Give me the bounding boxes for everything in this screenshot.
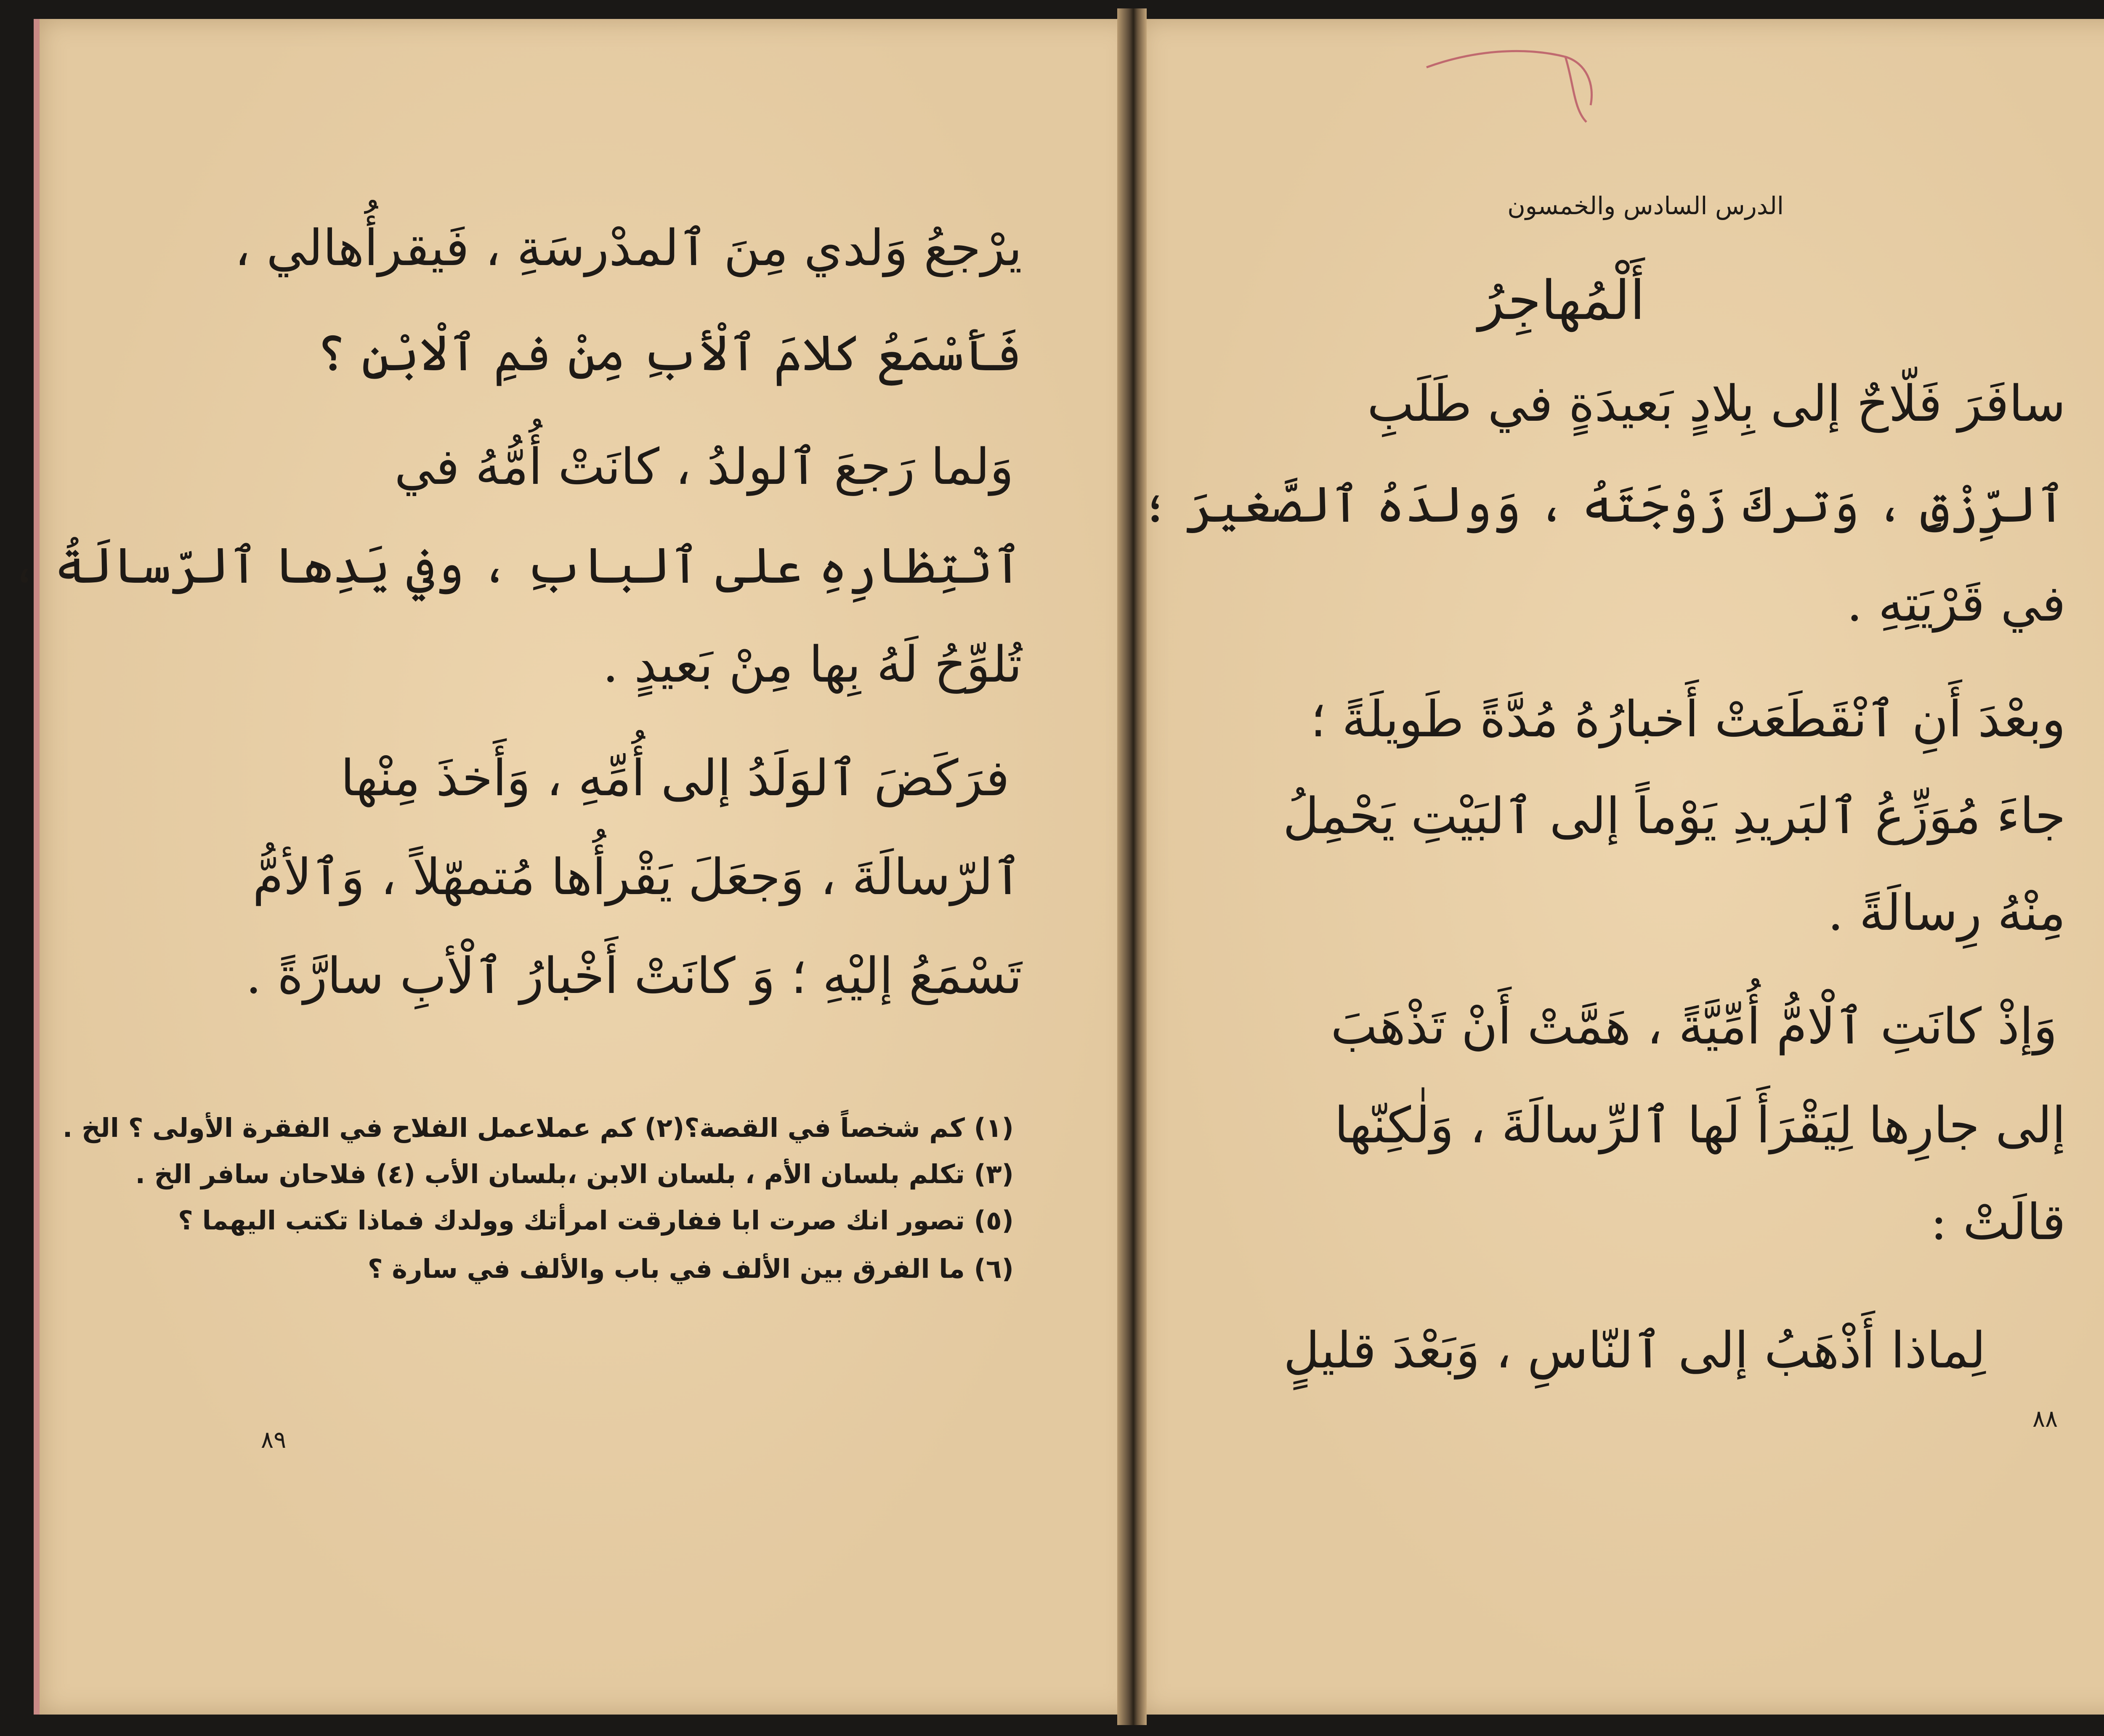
left-footnote-1: (١) كم شخصاً في القصة؟(٢) كم عملاعمل الفلاح في الفقرة الأولى ؟ الخ .	[62, 1112, 1014, 1143]
left-p2-line1: وَلما رَجعَ ٱلولدُ ، كانَتْ أُمُّهُ في	[394, 438, 1014, 496]
right-p3-line3: قالَتْ :	[1930, 1193, 2066, 1251]
left-footnote-2: (٣) تكلم بلسان الأم ، بلسان الابن ،بلسان الأب (٤) فلاحان سافر الخ .	[135, 1159, 1014, 1189]
book-gutter	[1117, 8, 1147, 1725]
running-header: الدرس السادس والخمسون	[1507, 191, 1784, 220]
right-p4-line1: لِماذا أَذْهَبُ إلى ٱلنّاسِ ، وَبَعْدَ قليلٍ	[1283, 1321, 1986, 1379]
right-p2-line2: جاءَ مُوَزِّعُ ٱلبَريدِ يَوْماً إلى ٱلبَيْتِ يَحْمِلُ	[1283, 787, 2066, 845]
left-p1-line2: فَأَسْمَعُ كلامَ ٱلْأبِ مِنْ فمِ ٱلْابْنِ ؟	[316, 324, 1022, 382]
left-p1-line1: يرْجعُ وَلدي مِنَ ٱلمدْرسَةِ ، فَيقرأُهالي ،	[234, 219, 1022, 277]
left-p2-line3: تُلوِّحُ لَهُ بِها مِنْ بَعيدٍ .	[603, 635, 1022, 693]
left-footnote-3: (٥) تصور انك صرت ابا ففارقت امرأتك وولدك فماذا تكتب اليهما ؟	[178, 1205, 1014, 1236]
right-page-number: ٨٨	[2032, 1405, 2058, 1433]
right-p3-line1: وَإذْ كانَتِ ٱلْامُّ أُمِّيَّةً ، هَمَّتْ أَنْ تَذْهَبَ	[1331, 997, 2057, 1055]
lesson-title: أَلْمُهاجِرُ	[1478, 269, 1645, 332]
right-p2-line3: مِنْهُ رِسالَةً .	[1828, 884, 2066, 942]
left-p2-line2: ٱنْتِظارِهِ على ٱلبابِ ، وفي يَدِها ٱلرّسالَةُ ،	[10, 536, 1022, 595]
right-p1-line3: في قَرْيَتِهِ .	[1846, 574, 2066, 632]
left-footnote-4: (٦) ما الفرق بين الألف في باب والألف في سارة ؟	[367, 1253, 1014, 1284]
left-page-number: ٨٩	[261, 1426, 287, 1454]
left-p3-line1: فرَكَضَ ٱلوَلَدُ إلى أُمِّهِ ، وَأَخذَ مِنْها	[340, 749, 1009, 807]
right-p1-line2: ٱلرِّزْقِ ، وَتركَ زَوْجَتَهُ ، وَولدَهُ ٱلصَّغيرَ ؛	[1140, 475, 2066, 534]
right-p2-line1: وبعْدَ أَنِ ٱنْقَطَعَتْ أَخبارُهُ مُدَّةً طَويلَةً ؛	[1310, 690, 2066, 748]
pen-mark-scribble	[1422, 34, 1641, 126]
left-p3-line3: تَسْمَعُ إليْهِ ؛ وَ كانَتْ أَخْبارُ ٱلْأبِ سارَّةً .	[245, 947, 1022, 1005]
right-p1-line1: سافَرَ فَلّاحٌ إلى بِلادٍ بَعيدَةٍ في طَلَبِ	[1367, 374, 2066, 433]
right-p3-line2: إلى جارِها لِيَقْرَأَ لَها ٱلرِّسالَةَ ، وَلٰكِنّها	[1334, 1096, 2066, 1154]
left-p3-line2: ٱلرّسالَةَ ، وَجعَلَ يَقْرأُها مُتمهّلاً ، وَٱلأمُّ	[252, 848, 1022, 906]
